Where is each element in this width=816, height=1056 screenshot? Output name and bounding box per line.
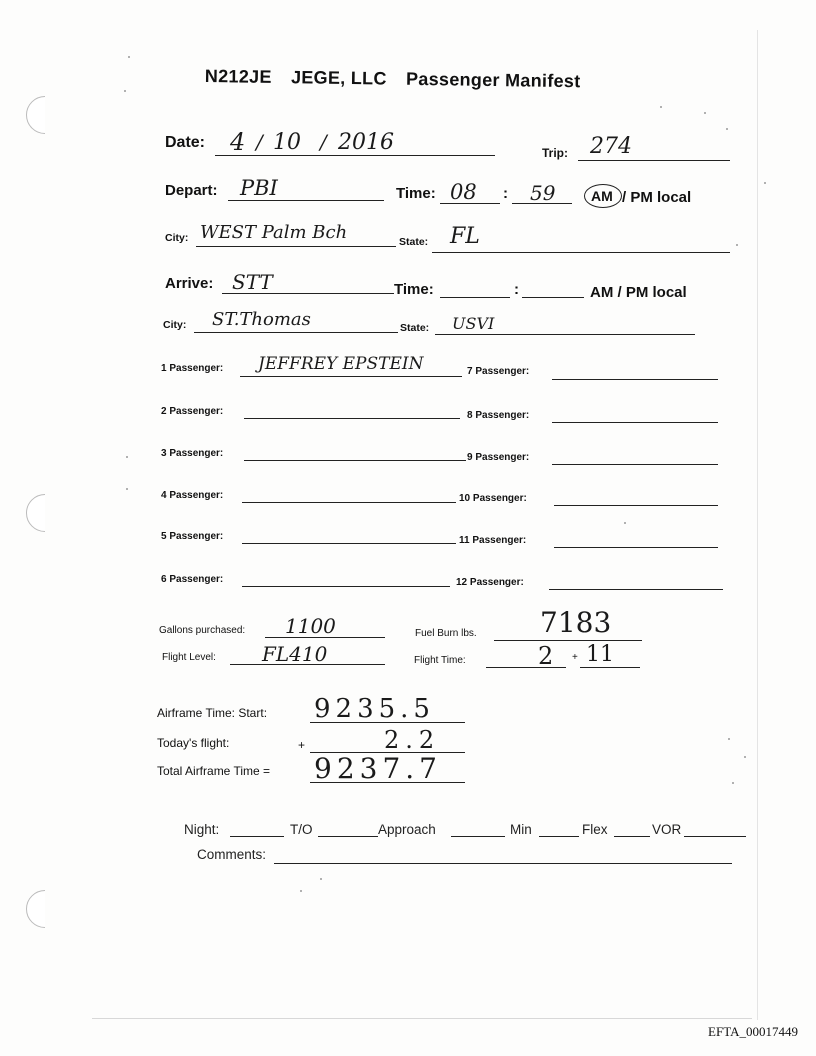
punch-hole (26, 494, 64, 532)
passenger-6-line (242, 586, 450, 587)
passenger-7-line (552, 379, 718, 380)
flight-time-hour-line (486, 667, 566, 668)
arrive-state: USVI (452, 314, 495, 333)
scan-edge (757, 30, 758, 1020)
total-airframe: 9237.7 (314, 752, 442, 785)
bates-number: EFTA_00017449 (708, 1024, 798, 1039)
passenger-3-label: 3 Passenger: (161, 448, 224, 459)
fuel-burn-line (494, 640, 642, 641)
comments-label: Comments: (197, 847, 267, 862)
passenger-8-line (552, 422, 718, 423)
airframe-start: 9235.5 (314, 694, 435, 724)
am-option: AM (591, 188, 613, 204)
night-label: Night: (184, 822, 220, 837)
manifest-heading: Passenger Manifest (405, 68, 581, 92)
passenger-3-line (244, 460, 466, 461)
passenger-10-line (554, 505, 718, 506)
arrive-time-hour-line (440, 297, 510, 298)
passenger-12-label: 12 Passenger: (456, 577, 524, 588)
trip-label: Trip: (542, 146, 568, 160)
arrive-label: Arrive: (165, 275, 214, 292)
depart-city-line (196, 246, 396, 247)
flight-time-plus: + (572, 652, 578, 663)
date-label: Date: (165, 134, 206, 151)
passenger-5-line (242, 543, 456, 544)
depart-time-label: Time: (396, 185, 436, 202)
arrive-state-line (435, 334, 695, 335)
depart-time-minute: 59 (530, 181, 556, 205)
date-month: 4 (230, 128, 246, 156)
todays-flight-plus: + (298, 738, 306, 752)
arrive-state-label: State: (400, 322, 430, 334)
fuel-burn-label: Fuel Burn lbs. (415, 628, 477, 639)
min-line (539, 836, 579, 837)
time-colon: : (514, 281, 519, 298)
passenger-4-line (242, 502, 456, 503)
depart-state: FL (450, 224, 480, 249)
flight-level: FL410 (262, 642, 328, 666)
date-sep: / (256, 130, 263, 154)
arrive-time-min-line (522, 297, 584, 298)
passenger-1-label: 1 Passenger: (161, 363, 224, 374)
airframe-start-label: Airframe Time: Start: (157, 706, 268, 720)
arrive-time-label: Time: (394, 281, 434, 298)
gallons-label: Gallons purchased: (159, 625, 246, 636)
vor-label: VOR (652, 822, 682, 837)
document-title (205, 66, 595, 92)
todays-flight: 2.2 (384, 726, 441, 754)
date-day: 10 (273, 130, 301, 155)
depart-state-label: State: (399, 236, 429, 248)
arrive-city: ST.Thomas (212, 309, 311, 330)
company-name: JEGE, LLC (290, 67, 387, 89)
passenger-4-label: 4 Passenger: (161, 490, 224, 501)
fuel-burn: 7183 (540, 606, 612, 639)
approach-line (451, 836, 505, 837)
pm-local-option: / PM local (622, 189, 692, 206)
depart-city-label: City: (165, 232, 189, 244)
depart-line (228, 200, 384, 201)
flight-level-label: Flight Level: (162, 652, 216, 663)
passenger-7-label: 7 Passenger: (467, 366, 530, 377)
vor-line (684, 836, 746, 837)
takeoff-label: T/O (290, 822, 313, 837)
passenger-2-label: 2 Passenger: (161, 406, 224, 417)
depart-label: Depart: (165, 182, 218, 199)
passenger-2-line (244, 418, 460, 419)
min-label: Min (510, 822, 532, 837)
arrive-city-line (194, 332, 398, 333)
punch-hole (26, 96, 64, 134)
date-year: 2016 (338, 130, 394, 155)
flight-time-hours: 2 (538, 642, 554, 670)
passenger-1-line (240, 376, 462, 377)
flight-time-label: Flight Time: (414, 655, 466, 666)
passenger-9-line (552, 464, 718, 465)
date-line (215, 155, 495, 156)
passenger-11-label: 11 Passenger: (459, 535, 527, 546)
flex-line (614, 836, 650, 837)
todays-flight-label: Today's flight: (157, 736, 230, 750)
time-colon: : (503, 185, 508, 202)
flight-time-min-line (580, 667, 640, 668)
tail-number: N212JE (204, 66, 272, 87)
depart-airport: PBI (240, 176, 278, 200)
date-sep: / (320, 130, 327, 154)
flex-label: Flex (582, 822, 608, 837)
passenger-11-line (554, 547, 718, 548)
trip-number: 274 (590, 134, 632, 159)
passenger-6-label: 6 Passenger: (161, 574, 224, 585)
gallons-purchased: 1100 (285, 614, 336, 638)
am-pm-local-option: AM / PM local (590, 284, 687, 301)
approach-label: Approach (378, 822, 436, 837)
trip-line (578, 160, 730, 161)
passenger-12-line (549, 589, 723, 590)
depart-city: WEST Palm Bch (200, 222, 348, 243)
passenger-9-label: 9 Passenger: (467, 452, 530, 463)
passenger-10-label: 10 Passenger: (459, 493, 527, 504)
scan-edge (92, 1018, 752, 1019)
depart-time-hour: 08 (450, 180, 477, 204)
total-airframe-label: Total Airframe Time = (157, 764, 271, 778)
passenger-5-label: 5 Passenger: (161, 531, 224, 542)
passenger-1-name: JEFFREY EPSTEIN (258, 354, 424, 374)
arrive-airport: STT (232, 270, 273, 294)
arrive-city-label: City: (163, 319, 187, 331)
punch-hole (26, 890, 64, 928)
takeoff-line (318, 836, 378, 837)
passenger-8-label: 8 Passenger: (467, 410, 530, 421)
night-line (230, 836, 284, 837)
depart-state-line (432, 252, 730, 253)
comments-line (274, 863, 732, 864)
flight-time-minutes: 11 (586, 642, 614, 667)
